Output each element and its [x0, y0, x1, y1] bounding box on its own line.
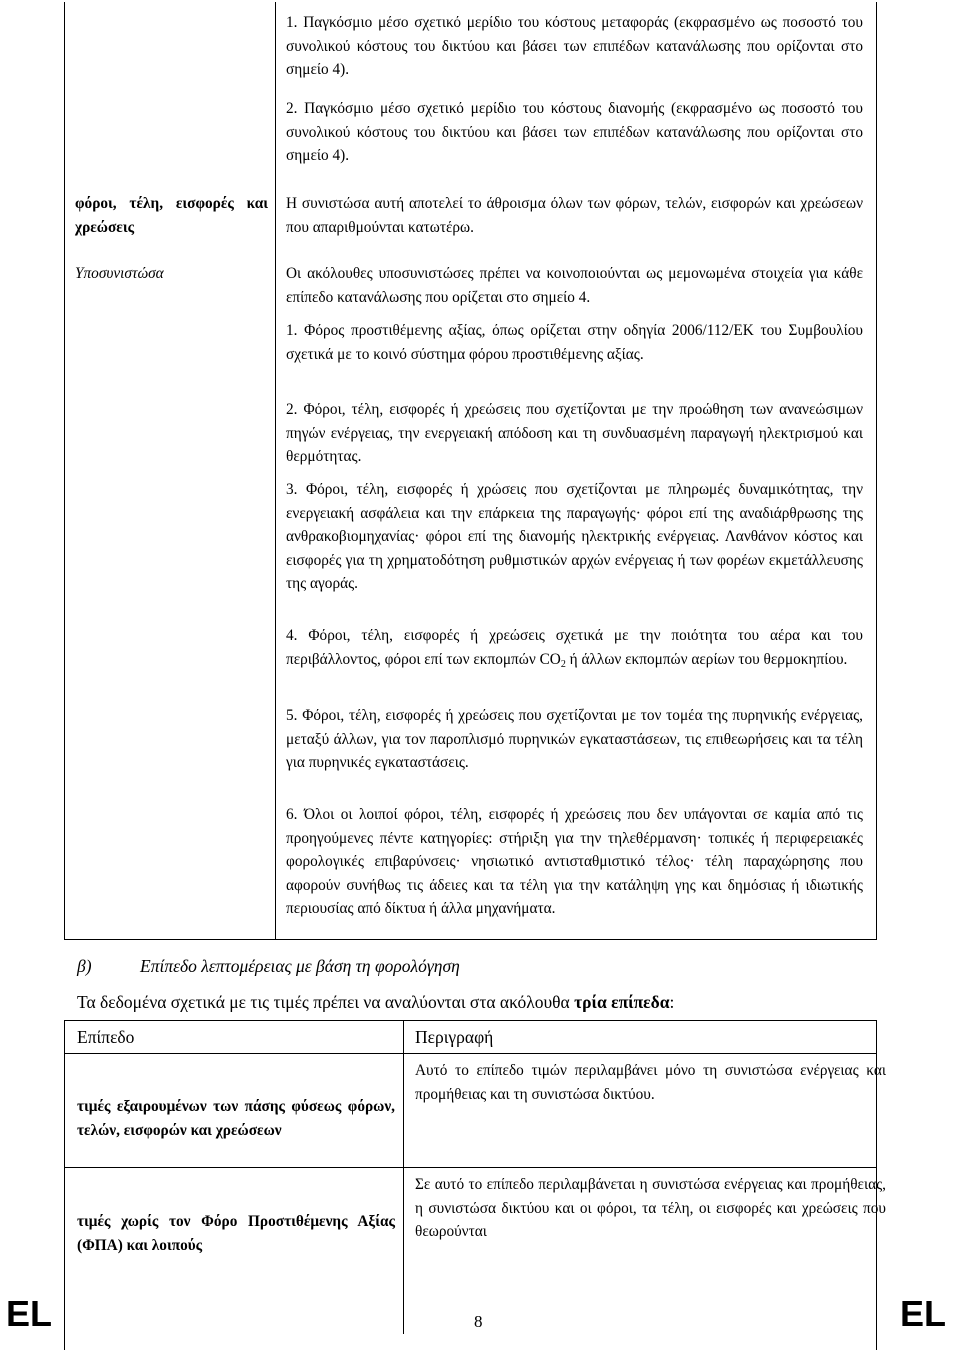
other-taxes-item: 6. Όλοι οι λοιποί φόροι, τέλη, εισφορές ή χρεώσεις που δεν υπάγονται σε καμία από τις προηγούμενες πέντε κατηγορίες: στήριξη για την τηλεθέρμανση· τοπικές ή περιφερειακές φορολογικές επιβαρύνσεις· νησιωτικό αντισταθμιστικό τέλος· τέλη παραχώρησης που αφορούν συνήθως τις άδειες και τα τέλη για την κατάληψη γης και δημόσιας ή ιδιωτικής περιουσίας από δίκτυα ή άλλα μηχανήματα.: [286, 806, 863, 917]
table2-divider: [403, 1020, 404, 1334]
section-b-label: β): [77, 956, 92, 976]
renewables-item: 2. Φόροι, τέλη, εισφορές ή χρεώσεις που σχετίζονται με την προώθηση των ανανεώσιμων πηγών ενέργειας, την ενεργειακή απόδοση και τη συνδυασμένη παραγωγή ηλεκτρισμού και θερμότητας.: [286, 401, 863, 465]
level-excluding-vat-description: Σε αυτό το επίπεδο περιλαμβάνεται η συνιστώσα ενέργειας και προμήθειας, η συνιστώσα δικτύου και οι φόροι, τα τέλη, οι εισφορές και χρεώσεις που θεωρούνται: [415, 1176, 886, 1240]
subcomponent-label: Υποσυνιστώσα: [75, 265, 164, 282]
vat-item: 1. Φόρος προστιθέμενης αξίας, όπως ορίζεται στην οδηγία 2006/112/ΕΚ του Συμβουλίου σχετικά με το κοινό σύστημα φόρου προστιθέμενης αξίας.: [286, 322, 863, 363]
footer-language-right: EL: [900, 1293, 947, 1334]
level-excluding-taxes-description: Αυτό το επίπεδο τιμών περιλαμβάνει μόνο τη συνιστώσα ενέργειας και προμήθειας και τη συνιστώσα δικτύου.: [415, 1062, 886, 1103]
table2-row-rule: [64, 1167, 877, 1168]
transport-cost-item: 1. Παγκόσμιο μέσο σχετικό μερίδιο του κόστους μεταφοράς (εκφρασμένο ως ποσοστό του συνολικού κόστους του δικτύου και βάσει των επιπέδων κατανάλωσης που ορίζονται στο σημείο 4).: [286, 14, 863, 78]
page-number: 8: [474, 1312, 483, 1331]
distribution-cost-item: 2. Παγκόσμιο μέσο σχετικό μερίδιο του κόστους διανομής (εκφρασμένο ως ποσοστό του συνολικού κόστους του δικτύου και βάσει των επιπέδων κατανάλωσης που ορίζονται στο σημείο 4).: [286, 100, 863, 164]
level-excluding-taxes: τιμές εξαιρουμένων των πάσης φύσεως φόρων, τελών, εισφορών και χρεώσεων: [77, 1098, 395, 1139]
footer-language-left: EL: [6, 1293, 53, 1334]
environment-item: 4. Φόροι, τέλη, εισφορές ή χρεώσεις σχετικά με την ποιότητα του αέρα και του περιβάλλοντος, φόροι επί των εκπομπών $CO_2$ ή άλλων εκπομπών αερίων του θερμοκηπίου.: [286, 627, 863, 670]
subcomponent-intro: Οι ακόλουθες υποσυνιστώσες πρέπει να κοινοποιούνται ως μεμονωμένα στοιχεία για κάθε επίπεδο κατανάλωσης που ορίζεται στο σημείο 4.: [286, 265, 863, 306]
table2-header-rule: [64, 1053, 877, 1054]
taxes-description: Η συνιστώσα αυτή αποτελεί το άθροισμα όλων των φόρων, τελών, εισφορών και χρεώσεων που απαριθμούνται κατωτέρω.: [286, 195, 863, 236]
capacity-item: 3. Φόροι, τέλη, εισφορές ή χρώσεις που σχετίζονται με πληρωμές δυναμικότητας, την ενεργειακή ασφάλεια και την επάρκεια της παραγωγής· φόροι επί της αναδιάρθρωσης της ανθρακοβιομηχανίας· φόροι επί της διανομής ηλεκτρικής ενέργειας. Λανθάνον κόστος και εισφορές για τη χρηματοδότηση ρυθμιστικών αρχών ενέργειας ή των φορέων εκμετάλλευσης της αγοράς.: [286, 481, 863, 592]
section-b-intro: Τα δεδομένα σχετικά με τις τιμές πρέπει να αναλύονται στα ακόλουθα τρία επίπεδα:: [77, 992, 675, 1012]
level-column-header: Επίπεδο: [77, 1027, 135, 1047]
taxes-heading: φόροι, τέλη, εισφορές και χρεώσεις: [75, 195, 268, 236]
description-column-header: Περιγραφή: [415, 1027, 494, 1047]
table1-divider: [275, 2, 276, 940]
section-b-title: Επίπεδο λεπτομέρειας με βάση τη φορολόγηση: [140, 956, 460, 976]
level-excluding-vat: τιμές χωρίς τον Φόρο Προστιθέμενης Αξίας (ΦΠΑ) και λοιπούς: [77, 1213, 395, 1254]
nuclear-item: 5. Φόροι, τέλη, εισφορές ή χρεώσεις που σχετίζονται με τον τομέα της πυρηνικής ενέργειας, μεταξύ άλλων, για τον παροπλισμό πυρηνικών εγκαταστάσεων, τις επιθεωρήσεις και τα τέλη για πυρηνικές εγκαταστάσεις.: [286, 707, 863, 771]
